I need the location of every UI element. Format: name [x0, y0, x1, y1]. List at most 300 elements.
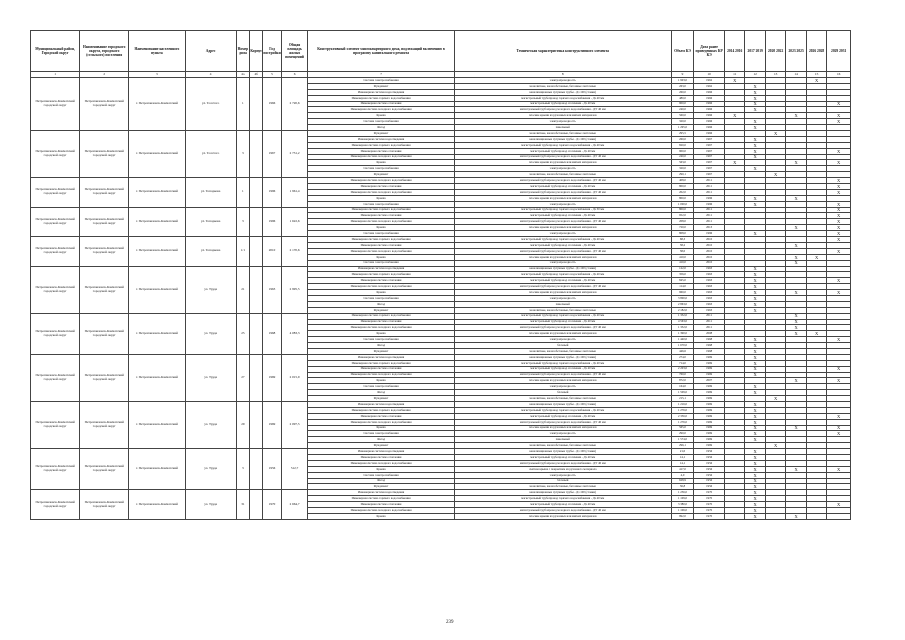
- characteristic-cell: магистральный трубопровод отопления - Дз 40 мм: [454, 101, 671, 107]
- district-cell: Петропавловск-Камчатский городской округ: [31, 490, 80, 519]
- characteristic-cell: электропроводность: [454, 260, 671, 266]
- previous-repair-date-cell: 1963: [694, 266, 725, 272]
- characteristic-cell: электропроводность: [454, 201, 671, 207]
- element-cell: Инженерная система отопления: [308, 242, 454, 248]
- column-number: 9: [671, 72, 694, 78]
- column-number: 10: [694, 72, 725, 78]
- period-mark-cell: X: [745, 513, 765, 519]
- element-cell: Инженерная система водоотведения: [308, 89, 454, 95]
- element-cell: Инженерная система горячего водоснабжения: [308, 142, 454, 148]
- period-mark-cell: X: [745, 407, 765, 413]
- previous-repair-date-cell: 1970: [694, 508, 725, 514]
- element-cell: Инженерная система горячего водоснабжения: [308, 207, 454, 213]
- period-mark-cell: X: [745, 83, 765, 89]
- volume-cell: 714,0: [671, 360, 694, 366]
- period-mark-cell: X: [806, 78, 826, 84]
- period-mark-cell: [724, 513, 744, 519]
- volume-cell: 1 276,0: [671, 419, 694, 425]
- characteristic-cell: магистральный трубопровод отопления - Дз 40 мм: [454, 319, 671, 325]
- characteristic-cell: плоские крыши из рулонных или мягких материалов: [454, 331, 671, 337]
- street-cell: ул. Труда: [185, 354, 236, 401]
- characteristic-cell: магистральный трубопровод холодного водоснабжения - ДУ 40 мм: [454, 372, 671, 378]
- previous-repair-date-cell: 1970: [694, 490, 725, 496]
- page-number: 239: [446, 620, 454, 625]
- period-mark-cell: X: [827, 278, 851, 284]
- volume-cell: 800,0: [671, 207, 694, 213]
- previous-repair-date-cell: 1969: [694, 431, 725, 437]
- element-cell: Фундамент: [308, 131, 454, 137]
- house-number-cell: 3: [236, 131, 249, 178]
- header-cell: Корпус: [250, 31, 263, 72]
- volume-cell: 320,0: [671, 166, 694, 172]
- element-cell: Инженерная система горячего водоснабжения: [308, 407, 454, 413]
- volume-cell: 164,0: [671, 384, 694, 390]
- building-cell: [250, 178, 263, 207]
- previous-repair-date-cell: 1963: [694, 284, 725, 290]
- volume-cell: 480,0: [671, 95, 694, 101]
- characteristic-cell: плоские крыши из рулонных или мягких материалов: [454, 425, 671, 431]
- period-mark-cell: X: [724, 113, 744, 119]
- column-number: 16: [827, 72, 851, 78]
- period-mark-cell: X: [786, 225, 806, 231]
- characteristic-cell: плоские крыши из рулонных или мягких материалов: [454, 225, 671, 231]
- period-mark-cell: X: [724, 160, 744, 166]
- period-mark-cell: X: [827, 231, 851, 237]
- previous-repair-date-cell: 1969: [694, 407, 725, 413]
- volume-cell: 563,0: [671, 160, 694, 166]
- characteristic-cell: магистральный трубопровод горячего водоснабжения - Дз 30 мм: [454, 207, 671, 213]
- previous-repair-date-cell: 1962: [694, 78, 725, 84]
- element-cell: Фасад: [308, 437, 454, 443]
- element-cell: Инженерная система отопления: [308, 101, 454, 107]
- previous-repair-date-cell: 1969: [694, 419, 725, 425]
- street-cell: ул. Топоркова: [185, 237, 236, 266]
- element-cell: Инженерная система горячего водоснабжения: [308, 313, 454, 319]
- previous-repair-date-cell: 1966: [694, 95, 725, 101]
- element-cell: Фасад: [308, 301, 454, 307]
- characteristic-cell: канализационные чугунные трубы - Дз 100 (стояки): [454, 490, 671, 496]
- header-cell: Адрес: [185, 31, 236, 72]
- living-area-cell: 2 731,2: [281, 131, 308, 178]
- previous-repair-date-cell: 1956: [694, 484, 725, 490]
- volume-cell: 4 563,0: [671, 319, 694, 325]
- building-cell: [250, 131, 263, 178]
- house-number-cell: 31: [236, 490, 249, 519]
- previous-repair-date-cell: 2011: [694, 325, 725, 331]
- period-mark-cell: X: [827, 248, 851, 254]
- element-cell: Инженерная система холодного водоснабжения: [308, 219, 454, 225]
- volume-cell: 296,1: [671, 443, 694, 449]
- characteristic-cell: панельный: [454, 437, 671, 443]
- settlement-cell: Петропавловск-Камчатский городской округ: [80, 237, 129, 266]
- period-mark-cell: X: [745, 95, 765, 101]
- period-mark-cell: X: [786, 242, 806, 248]
- volume-cell: 845,0: [671, 278, 694, 284]
- period-mark-cell: X: [786, 290, 806, 296]
- period-mark-cell: X: [827, 119, 851, 125]
- previous-repair-date-cell: 2011: [694, 184, 725, 190]
- previous-repair-date-cell: 2010: [694, 248, 725, 254]
- previous-repair-date-cell: 1969: [694, 401, 725, 407]
- characteristic-cell: панельный: [454, 301, 671, 307]
- period-mark-cell: X: [745, 366, 765, 372]
- column-number: 11: [724, 72, 744, 78]
- volume-cell: 960,0: [671, 290, 694, 296]
- element-cell: Инженерная система холодного водоснабжения: [308, 372, 454, 378]
- street-cell: ул. Труда: [185, 449, 236, 490]
- period-mark-cell: X: [745, 502, 765, 508]
- previous-repair-date-cell: 1966: [694, 113, 725, 119]
- previous-repair-date-cell: 1966: [694, 89, 725, 95]
- characteristic-cell: канализационные чугунные трубы - Дз 100 (стояки): [454, 266, 671, 272]
- volume-cell: 1 670,0: [671, 343, 694, 349]
- volume-cell: 820,0: [671, 142, 694, 148]
- previous-repair-date-cell: 1963: [694, 307, 725, 313]
- header-cell: 2029 2031: [827, 31, 851, 72]
- previous-repair-date-cell: 1967: [694, 154, 725, 160]
- characteristic-cell: плоские крыши из рулонных или мягких материалов: [454, 378, 671, 384]
- building-cell: [250, 490, 263, 519]
- period-mark-cell: [827, 513, 851, 519]
- element-cell: Система электроснабжения: [308, 78, 454, 84]
- volume-cell: 36,8: [671, 484, 694, 490]
- header-cell: Техническая характеристика конструктивного элемента: [454, 31, 671, 72]
- previous-repair-date-cell: 2010: [694, 260, 725, 266]
- header-cell: 2026 2028: [806, 31, 826, 72]
- volume-cell: 408,0: [671, 178, 694, 184]
- volume-cell: 1 332,0: [671, 313, 694, 319]
- table-body: [31, 78, 851, 520]
- period-mark-cell: X: [786, 325, 806, 331]
- period-mark-cell: X: [745, 348, 765, 354]
- period-mark-cell: X: [827, 101, 851, 107]
- volume-cell: 240,0: [671, 107, 694, 113]
- volume-cell: 410,0: [671, 260, 694, 266]
- period-mark-cell: X: [745, 272, 765, 278]
- period-mark-cell: X: [745, 119, 765, 125]
- previous-repair-date-cell: 1956: [694, 460, 725, 466]
- column-number: 13: [765, 72, 785, 78]
- volume-cell: 565,0: [671, 425, 694, 431]
- period-mark-cell: X: [745, 295, 765, 301]
- previous-repair-date-cell: 2008: [694, 331, 725, 337]
- volume-cell: 320,0: [671, 119, 694, 125]
- building-cell: [250, 313, 263, 354]
- period-mark-cell: X: [827, 213, 851, 219]
- volume-cell: 2 356,0: [671, 413, 694, 419]
- period-mark-cell: X: [745, 101, 765, 107]
- previous-repair-date-cell: 1966: [694, 125, 725, 131]
- period-mark-cell: X: [765, 443, 785, 449]
- period-mark-cell: X: [786, 195, 806, 201]
- characteristic-cell: магистральный трубопровод отопления - Дз 40 мм: [454, 413, 671, 419]
- header-cell: 2023 2025: [786, 31, 806, 72]
- period-mark-cell: X: [745, 136, 765, 142]
- year-built-cell: 1970: [263, 490, 281, 519]
- period-mark-cell: X: [827, 219, 851, 225]
- period-mark-cell: X: [827, 431, 851, 437]
- header-cell: Объем КЭ: [671, 31, 694, 72]
- district-cell: Петропавловск-Камчатский городской округ: [31, 131, 80, 178]
- period-mark-cell: X: [745, 472, 765, 478]
- period-mark-cell: X: [745, 89, 765, 95]
- element-cell: Система электроснабжения: [308, 231, 454, 237]
- period-mark-cell: X: [745, 466, 765, 472]
- previous-repair-date-cell: 1969: [694, 384, 725, 390]
- volume-cell: 260,0: [671, 89, 694, 95]
- period-mark-cell: X: [827, 148, 851, 154]
- period-mark-cell: X: [745, 372, 765, 378]
- settlement-cell: Петропавловск-Камчатский городской округ: [80, 449, 129, 490]
- volume-cell: 290,0: [671, 431, 694, 437]
- element-cell: Инженерная система холодного водоснабжения: [308, 508, 454, 514]
- header-cell: 2017 2019: [745, 31, 765, 72]
- district-cell: Петропавловск-Камчатский городской округ: [31, 401, 80, 448]
- period-mark-cell: X: [827, 178, 851, 184]
- register-sheet: [30, 30, 851, 520]
- settlement-cell: Петропавловск-Камчатский городской округ: [80, 131, 129, 178]
- period-mark-cell: X: [786, 378, 806, 384]
- street-cell: ул. Труда: [185, 266, 236, 313]
- element-cell: Инженерная система отопления: [308, 148, 454, 154]
- previous-repair-date-cell: 2011: [694, 319, 725, 325]
- element-cell: Инженерная система горячего водоснабжения: [308, 360, 454, 366]
- district-cell: Петропавловск-Камчатский городской округ: [31, 237, 80, 266]
- period-mark-cell: X: [827, 413, 851, 419]
- characteristic-cell: магистральный трубопровод холодного водоснабжения - ДУ 40 мм: [454, 419, 671, 425]
- living-area-cell: 4 083,3: [281, 313, 308, 354]
- element-cell: Инженерная система водоотведения: [308, 354, 454, 360]
- characteristic-cell: плоские крыши из рулонных или мягких материалов: [454, 513, 671, 519]
- volume-cell: 900,0: [671, 148, 694, 154]
- volume-cell: 1 109,0: [671, 496, 694, 502]
- living-area-cell: 1 622,6: [281, 207, 308, 236]
- characteristic-cell: магистральный трубопровод холодного водоснабжения - ДУ 40 мм: [454, 325, 671, 331]
- period-mark-cell: X: [827, 225, 851, 231]
- element-cell: Инженерная система холодного водоснабжения: [308, 325, 454, 331]
- street-cell: ул. Толстого: [185, 78, 236, 131]
- settlement-cell: Петропавловск-Камчатский городской округ: [80, 401, 129, 448]
- period-mark-cell: X: [745, 455, 765, 461]
- volume-cell: 4,0: [671, 472, 694, 478]
- element-cell: Инженерная система водоотведения: [308, 490, 454, 496]
- element-cell: Крыша: [308, 331, 454, 337]
- living-area-cell: 2 097,5: [281, 401, 308, 448]
- volume-cell: 1 236,0: [671, 490, 694, 496]
- characteristic-cell: электропроводность: [454, 231, 671, 237]
- characteristic-cell: монолитные, железобетонные, бетонные ленточные: [454, 172, 671, 178]
- period-mark-cell: X: [745, 478, 765, 484]
- building-cell: [250, 354, 263, 401]
- characteristic-cell: магистральный трубопровод отопления - Дз 40 мм: [454, 278, 671, 284]
- volume-cell: 872,0: [671, 378, 694, 384]
- element-cell: Фундамент: [308, 484, 454, 490]
- previous-repair-date-cell: 1966: [694, 101, 725, 107]
- period-mark-cell: X: [745, 266, 765, 272]
- characteristic-cell: магистральный трубопровод отопления - Дз 40 мм: [454, 502, 671, 508]
- district-cell: Петропавловск-Камчатский городской округ: [31, 313, 80, 354]
- characteristic-cell: магистральный трубопровод холодного водоснабжения - ДУ 40 мм: [454, 508, 671, 514]
- characteristic-cell: магистральный трубопровод горячего водоснабжения - Дз 40 мм: [454, 237, 671, 243]
- volume-cell: 290,1: [671, 172, 694, 178]
- characteristic-cell: магистральный трубопровод холодного водоснабжения - ДУ 40 мм: [454, 219, 671, 225]
- previous-repair-date-cell: 1969: [694, 366, 725, 372]
- previous-repair-date-cell: 1968: [694, 343, 725, 349]
- period-mark-cell: X: [786, 425, 806, 431]
- house-number-cell: 3: [236, 449, 249, 490]
- period-mark-cell: X: [745, 508, 765, 514]
- previous-repair-date-cell: 1969: [694, 360, 725, 366]
- element-cell: Фундамент: [308, 307, 454, 313]
- period-mark-cell: X: [765, 396, 785, 402]
- element-cell: Фасад: [308, 125, 454, 131]
- element-cell: Система электроснабжения: [308, 260, 454, 266]
- element-cell: Система электроснабжения: [308, 431, 454, 437]
- volume-cell: 2 182,0: [671, 307, 694, 313]
- living-area-cell: 1 961,4: [281, 178, 308, 207]
- characteristic-cell: панельный: [454, 125, 671, 131]
- period-mark-cell: X: [827, 184, 851, 190]
- year-built-cell: 1969: [263, 401, 281, 448]
- element-cell: Система электроснабжения: [308, 472, 454, 478]
- period-mark-cell: X: [745, 401, 765, 407]
- volume-cell: 1 276,0: [671, 407, 694, 413]
- period-mark-cell: X: [786, 254, 806, 260]
- characteristic-cell: монолитные, железобетонные, бетонные ленточные: [454, 396, 671, 402]
- period-mark-cell: X: [786, 113, 806, 119]
- locality-cell: г. Петропавловск-Камчатский: [129, 449, 185, 490]
- period-mark-cell: X: [745, 425, 765, 431]
- period-mark-cell: X: [745, 384, 765, 390]
- element-cell: Система электроснабжения: [308, 166, 454, 172]
- period-mark-cell: X: [786, 331, 806, 337]
- element-cell: Инженерная система водоотведения: [308, 136, 454, 142]
- house-number-cell: 21: [236, 266, 249, 313]
- previous-repair-date-cell: 1967: [694, 160, 725, 166]
- volume-cell: 1 000,0: [671, 201, 694, 207]
- volume-cell: 720,0: [671, 225, 694, 231]
- characteristic-cell: электропроводность: [454, 337, 671, 343]
- header-cell: Год постройки: [263, 31, 281, 72]
- element-cell: Система электроснабжения: [308, 201, 454, 207]
- volume-cell: 560,0: [671, 113, 694, 119]
- volume-cell: 808,0: [671, 231, 694, 237]
- period-mark-cell: X: [745, 490, 765, 496]
- characteristic-cell: магистральный трубопровод холодного водоснабжения - ДУ 40 мм: [454, 154, 671, 160]
- volume-cell: 1 106,0: [671, 508, 694, 514]
- volume-cell: 2 203,0: [671, 366, 694, 372]
- period-mark-cell: X: [786, 319, 806, 325]
- period-mark-cell: X: [806, 331, 826, 337]
- previous-repair-date-cell: 1962: [694, 83, 725, 89]
- previous-repair-date-cell: 1956: [694, 449, 725, 455]
- street-cell: ул. Толстого: [185, 131, 236, 178]
- characteristic-cell: магистральный трубопровод горячего водоснабжения - Дз 40 мм: [454, 360, 671, 366]
- locality-cell: г. Петропавловск-Камчатский: [129, 207, 185, 236]
- volume-cell: 1 295,0: [671, 125, 694, 131]
- house-number-cell: 1: [236, 78, 249, 131]
- year-built-cell: 1966: [263, 78, 281, 131]
- period-mark-cell: X: [745, 413, 765, 419]
- characteristic-cell: монолитные, железобетонные, бетонные ленточные: [454, 443, 671, 449]
- characteristic-cell: магистральный трубопровод холодного водоснабжения - ДУ 40 мм: [454, 107, 671, 113]
- element-cell: Инженерная система холодного водоснабжения: [308, 284, 454, 290]
- element-cell: Система электроснабжения: [308, 337, 454, 343]
- element-cell: Фундамент: [308, 396, 454, 402]
- previous-repair-date-cell: 1970: [694, 513, 725, 519]
- volume-cell: 38,2: [671, 242, 694, 248]
- column-number: 2: [80, 72, 129, 78]
- characteristic-cell: канализационные чугунные трубы - Дз 100 (стояки): [454, 354, 671, 360]
- characteristic-cell: магистральный трубопровод отопления - Дз 40 мм: [454, 213, 671, 219]
- previous-repair-date-cell: 1963: [694, 301, 725, 307]
- period-mark-cell: X: [827, 378, 851, 384]
- column-number: 8: [454, 72, 671, 78]
- settlement-cell: Петропавловск-Камчатский городской округ: [80, 354, 129, 401]
- previous-repair-date-cell: 1967: [694, 172, 725, 178]
- locality-cell: г. Петропавловск-Камчатский: [129, 178, 185, 207]
- characteristic-cell: монолитные, железобетонные, бетонные ленточные: [454, 484, 671, 490]
- period-mark-cell: X: [745, 290, 765, 296]
- column-number: 4а: [236, 72, 249, 78]
- previous-repair-date-cell: 1963: [694, 290, 725, 296]
- period-mark-cell: X: [745, 231, 765, 237]
- district-cell: Петропавловск-Камчатский городской округ: [31, 178, 80, 207]
- year-built-cell: 1968: [263, 313, 281, 354]
- period-mark-cell: X: [745, 337, 765, 343]
- previous-repair-date-cell: 2011: [694, 313, 725, 319]
- district-cell: Петропавловск-Камчатский городской округ: [31, 354, 80, 401]
- year-built-cell: 1956: [263, 449, 281, 490]
- element-cell: Фасад: [308, 390, 454, 396]
- house-number-cell: 25: [236, 313, 249, 354]
- volume-cell: 760,0: [671, 372, 694, 378]
- element-cell: Крыша: [308, 160, 454, 166]
- capital-repair-table: [30, 30, 851, 520]
- locality-cell: г. Петропавловск-Камчатский: [129, 401, 185, 448]
- element-cell: Инженерная система холодного водоснабжения: [308, 248, 454, 254]
- volume-cell: 14,1: [671, 460, 694, 466]
- previous-repair-date-cell: 1956: [694, 455, 725, 461]
- element-cell: Инженерная система отопления: [308, 213, 454, 219]
- element-cell: Крыша: [308, 195, 454, 201]
- element-cell: Инженерная система отопления: [308, 278, 454, 284]
- previous-repair-date-cell: 1968: [694, 348, 725, 354]
- characteristic-cell: электропроводность: [454, 295, 671, 301]
- previous-repair-date-cell: 1969: [694, 413, 725, 419]
- period-mark-cell: X: [745, 460, 765, 466]
- locality-cell: г. Петропавловск-Камчатский: [129, 354, 185, 401]
- characteristic-cell: магистральный трубопровод холодного водоснабжения - ДУ 40 мм: [454, 284, 671, 290]
- characteristic-cell: магистральный трубопровод горячего водоснабжения - Дз 40 мм: [454, 272, 671, 278]
- column-number: 3: [129, 72, 185, 78]
- characteristic-cell: магистральный трубопровод отопления - Дз 40 мм: [454, 184, 671, 190]
- period-mark-cell: X: [827, 337, 851, 343]
- element-cell: Инженерная система холодного водоснабжения: [308, 419, 454, 425]
- locality-cell: г. Петропавловск-Камчатский: [129, 131, 185, 178]
- period-mark-cell: X: [745, 390, 765, 396]
- volume-cell: 260,0: [671, 136, 694, 142]
- volume-cell: 1 509,0: [671, 390, 694, 396]
- previous-repair-date-cell: 2011: [694, 219, 725, 225]
- previous-repair-date-cell: 2010: [694, 254, 725, 260]
- element-cell: Крыша: [308, 466, 454, 472]
- characteristic-cell: плоские крыши из рулонных или мягких материалов: [454, 113, 671, 119]
- element-cell: Инженерная система отопления: [308, 366, 454, 372]
- characteristic-cell: канализационные чугунные трубы - Дз 100 (стояки): [454, 89, 671, 95]
- period-mark-cell: [806, 513, 826, 519]
- settlement-cell: Петропавловск-Камчатский городской округ: [80, 313, 129, 354]
